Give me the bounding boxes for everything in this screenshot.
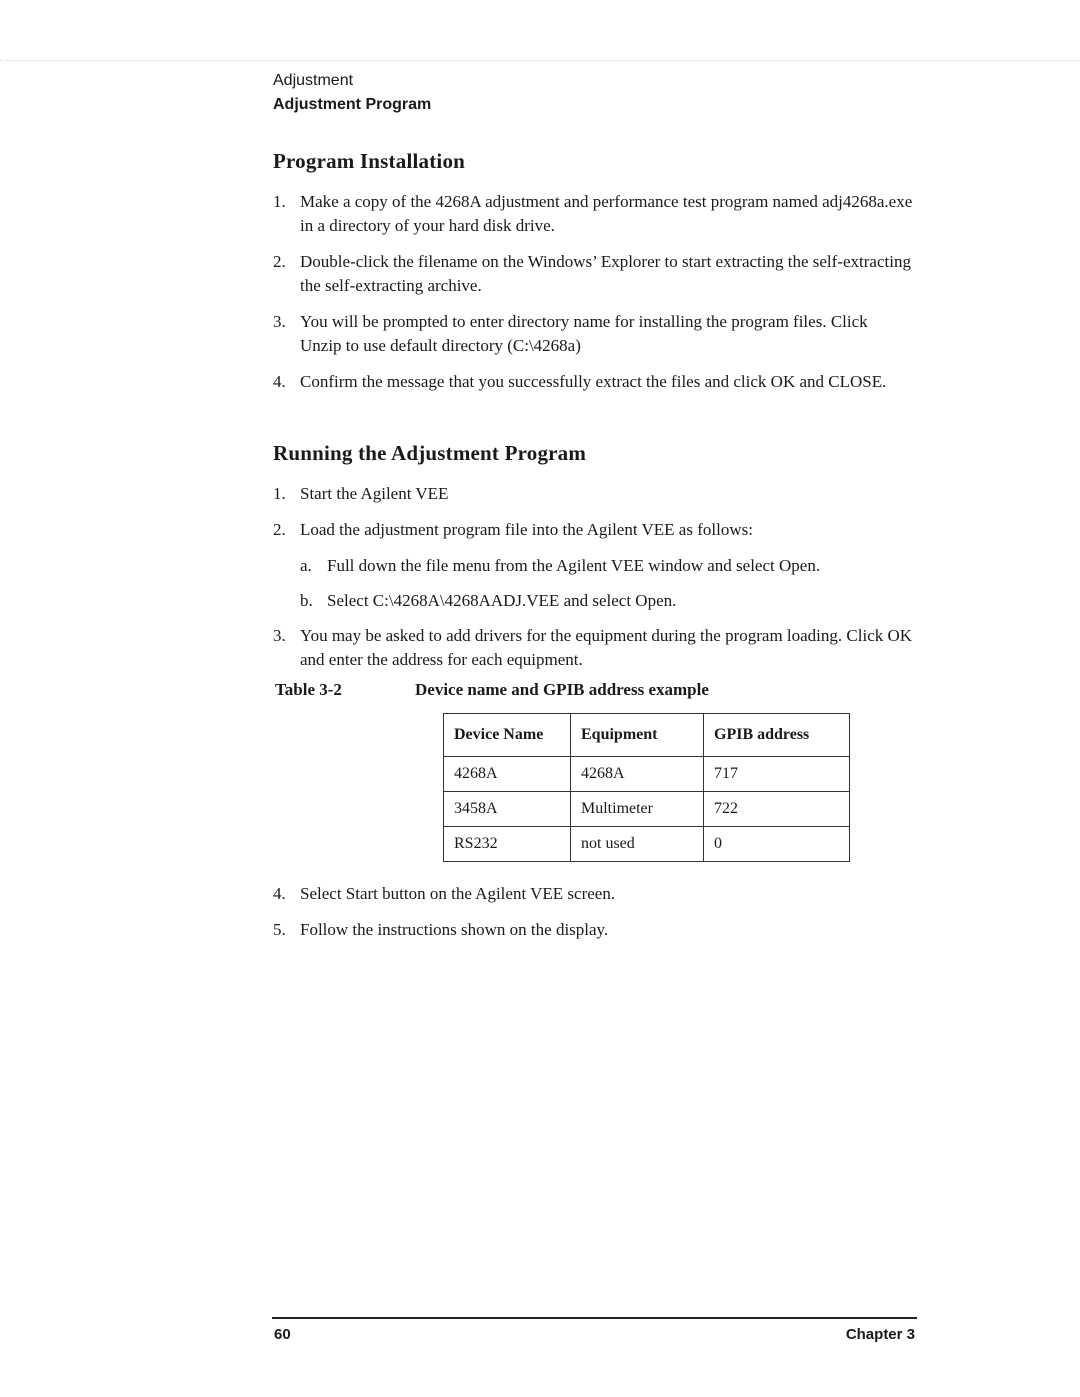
step-text: Follow the instructions shown on the display. — [300, 920, 609, 939]
table-row — [444, 827, 850, 862]
list-item — [273, 370, 913, 394]
installation-steps — [273, 190, 913, 406]
step-number: 4. — [273, 372, 286, 391]
table-cell: 4268A — [571, 757, 704, 792]
device-gpib-table — [443, 713, 850, 862]
list-item — [273, 624, 913, 672]
scan-artifact-line — [0, 60, 1080, 61]
table-row — [444, 757, 850, 792]
running-steps-continued — [273, 882, 913, 954]
step-text: Load the adjustment program file into the Agilent VEE as follows: — [300, 520, 753, 539]
table-cell: RS232 — [444, 827, 571, 862]
step-text: Confirm the message that you successfully extract the files and click OK and CLOSE. — [300, 372, 887, 391]
list-item — [273, 190, 913, 238]
list-item — [273, 482, 913, 506]
list-item — [273, 918, 913, 942]
column-header: Device Name — [444, 714, 571, 757]
step-number: 1. — [273, 192, 286, 211]
step-text: Select C:\4268A\4268AADJ.VEE and select Open. — [327, 591, 677, 610]
list-item — [273, 882, 913, 906]
step-number: 3. — [273, 626, 286, 645]
table-cell: Multimeter — [571, 792, 704, 827]
step-letter: b. — [300, 591, 313, 610]
page-number: 60 — [274, 1326, 291, 1343]
table-cell: not used — [571, 827, 704, 862]
step-text: Full down the file menu from the Agilent VEE window and select Open. — [327, 556, 821, 575]
table-cell: 717 — [704, 757, 850, 792]
footer-divider — [272, 1317, 917, 1319]
heading-program-installation: Program Installation — [273, 149, 466, 173]
running-head-chapter: Adjustment — [273, 72, 354, 89]
running-head-section: Adjustment Program — [273, 96, 432, 113]
table-cell: 3458A — [444, 792, 571, 827]
step-number: 5. — [273, 920, 286, 939]
step-number: 4. — [273, 884, 286, 903]
step-number: 3. — [273, 312, 286, 331]
step-letter: a. — [300, 556, 312, 575]
list-item — [273, 310, 913, 358]
sub-list-item — [300, 589, 913, 613]
table-label: Table 3-2 — [275, 680, 342, 699]
step-number: 2. — [273, 520, 286, 539]
running-head — [273, 70, 431, 116]
table-header-row — [444, 714, 850, 757]
list-item — [273, 250, 913, 298]
step-number: 2. — [273, 252, 286, 271]
list-item — [273, 518, 913, 542]
step-text: You will be prompted to enter directory name for installing the program files. Click Unzip to use default directory (C:\4268a) — [300, 312, 868, 355]
step-text: Start the Agilent VEE — [300, 484, 449, 503]
step-number: 1. — [273, 484, 286, 503]
table-cell: 0 — [704, 827, 850, 862]
column-header: Equipment — [571, 714, 704, 757]
running-steps — [273, 482, 913, 684]
step-text: Make a copy of the 4268A adjustment and performance test program named adj4268a.exe in a directory of your hard disk drive. — [300, 192, 913, 235]
table-cell: 722 — [704, 792, 850, 827]
table-row — [444, 792, 850, 827]
table-cell: 4268A — [444, 757, 571, 792]
sub-list-item — [300, 554, 913, 578]
step-text: Select Start button on the Agilent VEE screen. — [300, 884, 616, 903]
heading-running-program: Running the Adjustment Program — [273, 441, 587, 465]
step-text: Double-click the filename on the Windows’ Explorer to start extracting the self-extracting the self-extracting archive. — [300, 252, 911, 295]
column-header: GPIB address — [704, 714, 850, 757]
footer-chapter: Chapter 3 — [845, 1326, 915, 1343]
step-text: You may be asked to add drivers for the equipment during the program loading. Click OK and enter the address for each equipment. — [300, 626, 913, 669]
table-title: Device name and GPIB address example — [415, 680, 709, 699]
